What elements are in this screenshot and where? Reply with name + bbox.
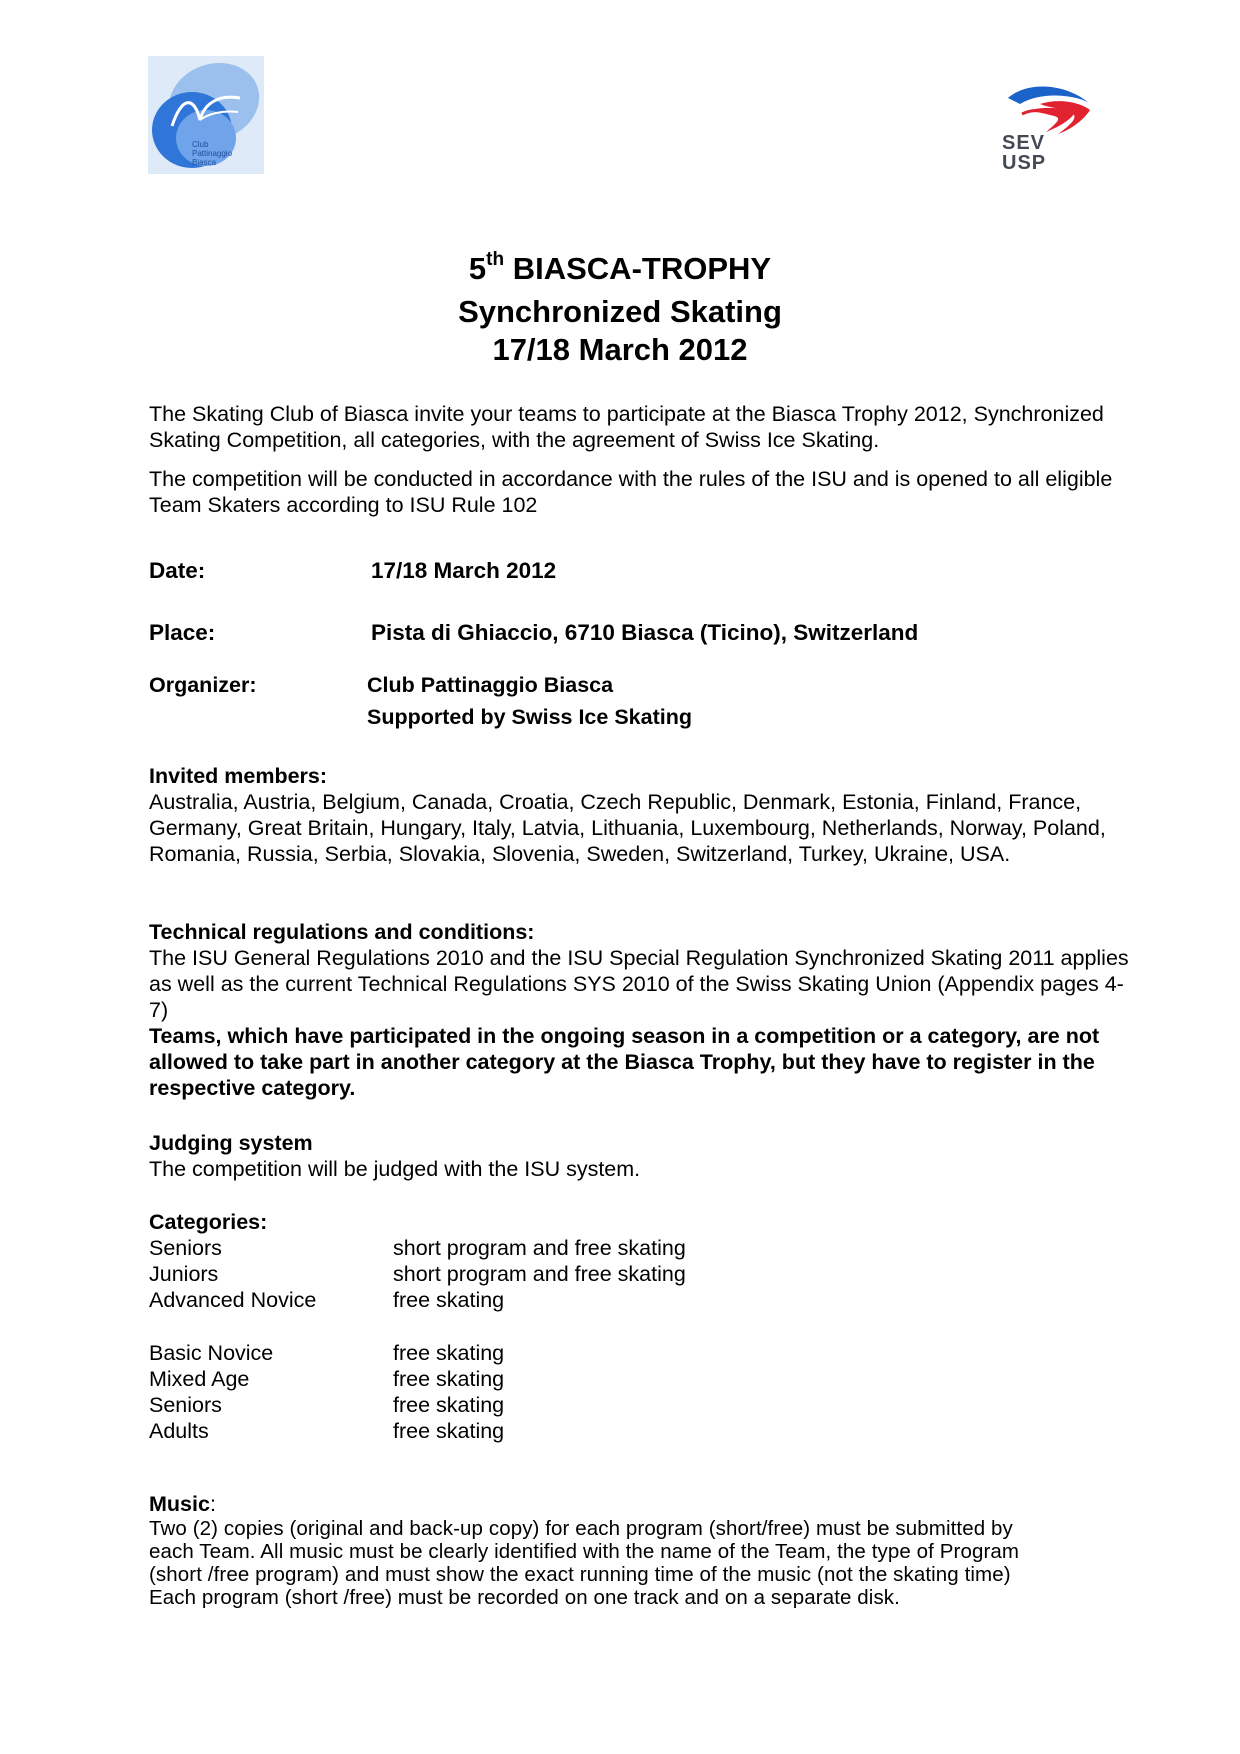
title-line-3: 17/18 March 2012 xyxy=(492,332,748,367)
place-value: Pista di Ghiaccio, 6710 Biasca (Ticino), Switzerland xyxy=(371,620,919,645)
title-ordinal-suffix: th xyxy=(486,249,505,270)
category-name: Mixed Age xyxy=(149,1367,250,1391)
club-logo-text-1: Club xyxy=(192,140,209,149)
music-section xyxy=(149,1491,1129,1609)
sev-logo-text: SEV xyxy=(1002,132,1046,154)
music-heading-colon: : xyxy=(209,1492,216,1516)
category-name: Juniors xyxy=(149,1262,219,1286)
category-name: Seniors xyxy=(149,1236,222,1260)
title-line-1 xyxy=(0,250,1240,293)
organizer-value: Club Pattinaggio Biasca xyxy=(367,673,614,697)
sev-usp-logo-text xyxy=(1002,133,1046,173)
club-logo-text-2: Pattinaggio xyxy=(192,149,233,158)
usp-logo-text: USP xyxy=(1002,152,1047,174)
technical-regulations-section xyxy=(149,919,1129,1101)
category-name: Seniors xyxy=(149,1393,222,1417)
invited-members-heading: Invited members: xyxy=(149,764,328,788)
music-heading-line xyxy=(149,1491,1129,1517)
title-ordinal-number: 5 xyxy=(468,251,487,286)
date-label: Date: xyxy=(149,558,206,583)
place-label: Place: xyxy=(149,620,216,645)
category-program: short program and free skating xyxy=(393,1236,686,1260)
category-name: Basic Novice xyxy=(149,1341,274,1365)
sev-swoosh-graphic xyxy=(1000,80,1096,140)
document-title xyxy=(0,250,1240,369)
technical-regulations-bold-text: Teams, which have participated in the ongoing season in a competition or a category, are not allowed to take part in another category at the Biasca Trophy, but they have to register in the respective category. xyxy=(149,1024,1100,1100)
music-line: each Team. All music must be clearly identified with the name of the Team, the type of Program xyxy=(149,1540,1020,1563)
invited-members-section xyxy=(149,763,1129,867)
judging-system-section xyxy=(149,1130,1129,1182)
categories-heading: Categories: xyxy=(149,1210,268,1234)
club-pattinaggio-biasca-logo xyxy=(148,56,264,174)
organizer-label: Organizer: xyxy=(149,673,257,697)
judging-system-heading: Judging system xyxy=(149,1131,313,1155)
music-heading: Music xyxy=(149,1492,210,1516)
music-line: Each program (short /free) must be recorded on one track and on a separate disk. xyxy=(149,1586,900,1609)
category-program: free skating xyxy=(393,1288,505,1312)
intro-paragraph-2: The competition will be conducted in accordance with the rules of the ISU and is opened to all eligible Team Skaters according to ISU Rule 102 xyxy=(149,467,1113,517)
organizer-support: Supported by Swiss Ice Skating xyxy=(367,705,692,729)
invited-members-text: Australia, Austria, Belgium, Canada, Croatia, Czech Republic, Denmark, Estonia, Finland, France, Germany, Great Britain, Hungary, Italy, Latvia, Lithuania, Luxembourg, Netherlands, Norway, Poland, Romania, Russia, Serbia, Slovakia, Slovenia, Sweden, Switzerland, Turkey, Ukraine, USA. xyxy=(149,790,1106,866)
category-program: free skating xyxy=(393,1393,505,1417)
category-program: free skating xyxy=(393,1367,505,1391)
category-program: short program and free skating xyxy=(393,1262,686,1286)
music-line: (short /free program) and must show the exact running time of the music (not the skating time) xyxy=(149,1563,1011,1586)
category-name: Adults xyxy=(149,1419,209,1443)
date-value: 17/18 March 2012 xyxy=(371,558,557,583)
club-logo-text-3: Biasca xyxy=(192,158,217,167)
intro-paragraph-1: The Skating Club of Biasca invite your teams to participate at the Biasca Trophy 2012, Synchronized Skating Competition, all categories, with the agreement of Swiss Ice Skating. xyxy=(149,402,1104,452)
title-trophy-name: BIASCA-TROPHY xyxy=(512,251,772,286)
technical-regulations-text: The ISU General Regulations 2010 and the ISU Special Regulation Synchronized Skating 2011 applies as well as the current Technical Regulations SYS 2010 of the Swiss Skating Union (Appendix pages 4-7) xyxy=(149,946,1129,1022)
category-program: free skating xyxy=(393,1341,505,1365)
category-program: free skating xyxy=(393,1419,505,1443)
music-line: Two (2) copies (original and back-up copy) for each program (short/free) must be submitted by xyxy=(149,1517,1013,1540)
technical-regulations-heading: Technical regulations and conditions: xyxy=(149,920,535,944)
title-line-2: Synchronized Skating xyxy=(458,294,782,329)
judging-system-text: The competition will be judged with the ISU system. xyxy=(149,1157,641,1181)
category-name: Advanced Novice xyxy=(149,1288,317,1312)
